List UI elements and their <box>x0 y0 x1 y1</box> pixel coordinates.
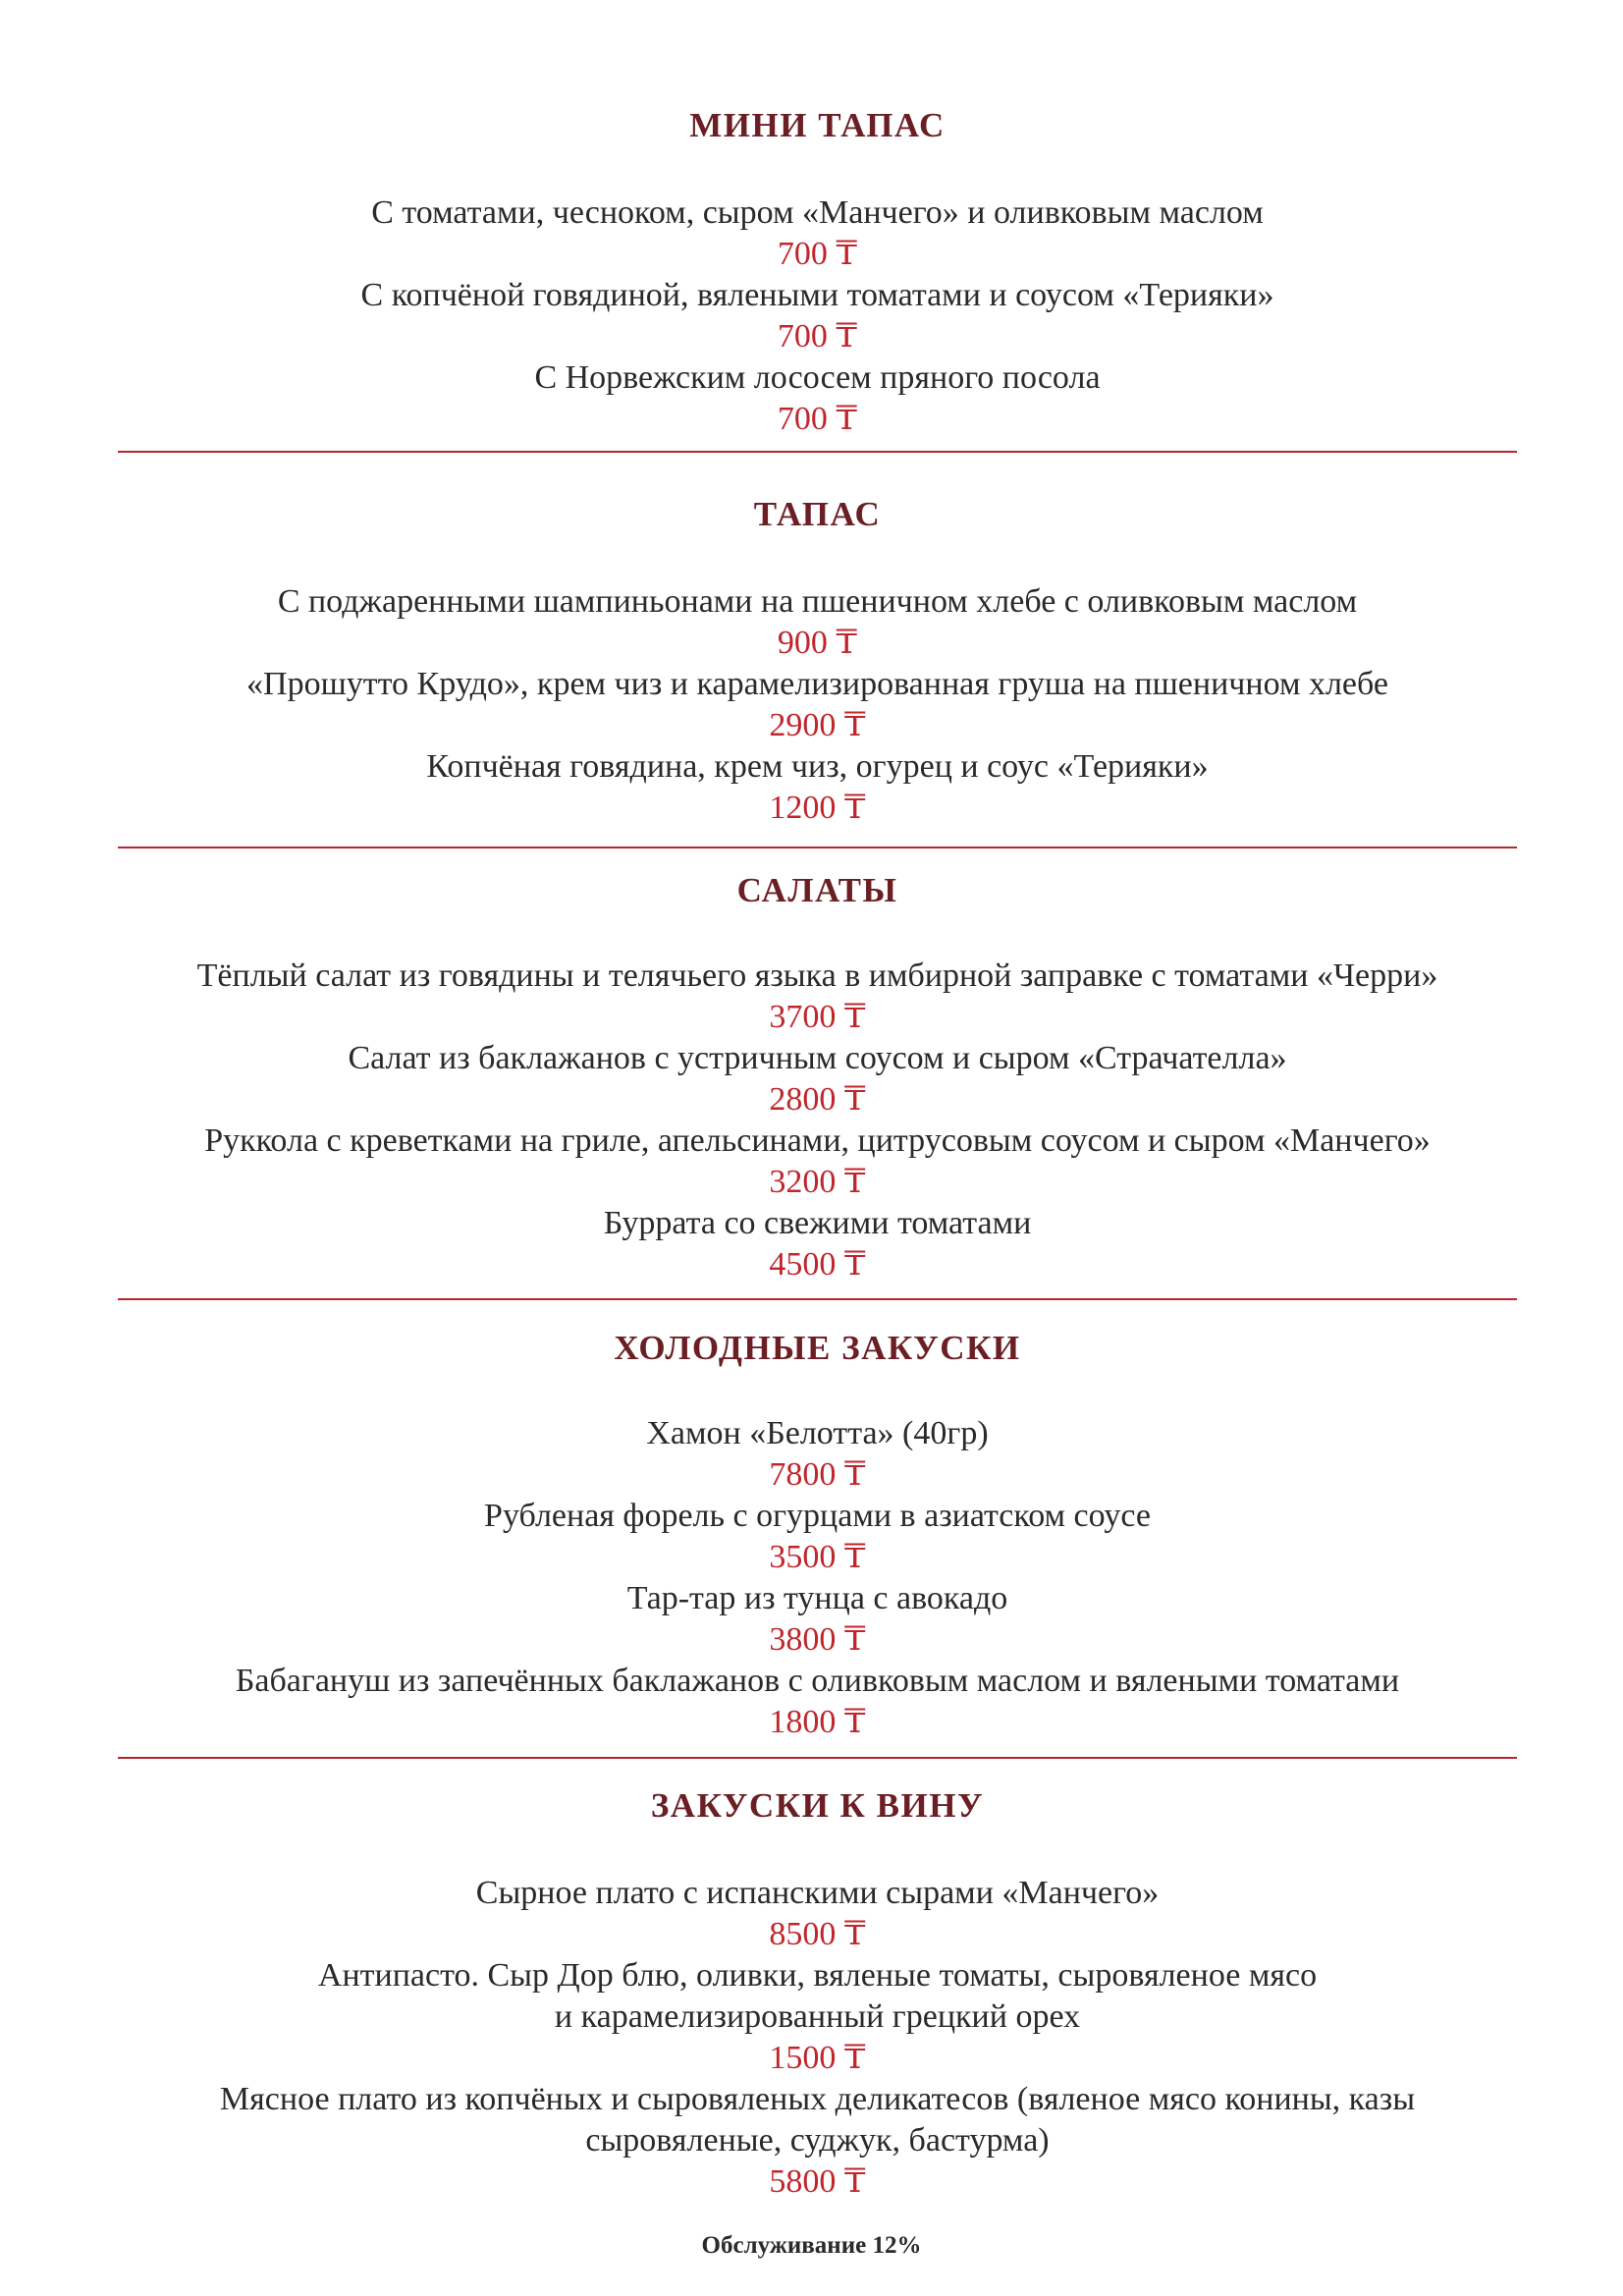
item-name: С поджаренными шампиньонами на пшеничном хлебе с оливковым маслом <box>277 583 1358 620</box>
item-name: «Прошутто Крудо», крем чиз и карамелизированная груша на пшеничном хлебе <box>246 666 1388 702</box>
item-price: 3200 ₸ <box>769 1164 866 1200</box>
item-name: Тёплый салат из говядины и телячьего языка в имбирной заправке с томатами «Черри» <box>196 957 1438 994</box>
item-name: С Норвежским лососем пряного посола <box>534 359 1101 396</box>
section-title: МИНИ ТАПАС <box>689 106 946 144</box>
item-list <box>118 581 1517 829</box>
item-name: Хамон «Белотта» (40гр) <box>646 1415 989 1451</box>
item-name: Копчёная говядина, крем чиз, огурец и соус «Терияки» <box>426 748 1209 785</box>
item-name: Тар-тар из тунца с авокадо <box>626 1580 1008 1616</box>
section-divider <box>118 847 1517 848</box>
item-price: 700 ₸ <box>777 401 858 437</box>
item-name: Бабагануш из запечённых баклажанов с оливковым маслом и вялеными томатами <box>235 1663 1400 1699</box>
item-price: 5800 ₸ <box>769 2163 866 2200</box>
item-price: 3800 ₸ <box>769 1621 866 1658</box>
item-price: 4500 ₸ <box>769 1246 866 1283</box>
section-divider <box>118 1757 1517 1759</box>
item-price: 3700 ₸ <box>769 999 866 1035</box>
item-list <box>118 1873 1517 2203</box>
item-name-line: сыровяленые, суджук, бастурма) <box>585 2122 1050 2159</box>
section-divider <box>118 451 1517 453</box>
item-name: Буррата со свежими томатами <box>603 1205 1032 1241</box>
item-price: 900 ₸ <box>777 625 858 661</box>
section-divider <box>118 1298 1517 1300</box>
section-title: ЗАКУСКИ К ВИНУ <box>650 1786 985 1825</box>
item-price: 7800 ₸ <box>769 1456 866 1493</box>
item-price: 8500 ₸ <box>769 1916 866 1952</box>
item-price: 700 ₸ <box>777 236 858 272</box>
item-list <box>118 192 1517 440</box>
item-price: 1800 ₸ <box>769 1704 866 1740</box>
item-name: Рубленая форель с огурцами в азиатском соусе <box>484 1498 1151 1534</box>
item-list <box>118 1413 1517 1743</box>
item-name-line: Антипасто. Сыр Дор блю, оливки, вяленые томаты, сыровяленое мясо <box>317 1957 1318 1994</box>
item-price: 2900 ₸ <box>769 707 866 743</box>
item-name-line: и карамелизированный грецкий орех <box>554 1998 1081 2035</box>
item-name: Салат из баклажанов с устричным соусом и сыром «Страчателла» <box>348 1040 1287 1076</box>
item-price: 1200 ₸ <box>769 790 866 826</box>
service-charge-note: Обслуживание 12% <box>701 2232 922 2259</box>
section-salads <box>118 871 1517 1285</box>
section-tapas <box>118 495 1517 829</box>
item-name: Сырное плато с испанскими сырами «Манчего» <box>475 1875 1160 1911</box>
section-mini-tapas <box>118 106 1517 440</box>
section-wine-snacks <box>118 1786 1517 2203</box>
item-name: Руккола с креветками на гриле, апельсинами, цитрусовым соусом и сыром «Манчего» <box>204 1122 1431 1159</box>
item-price: 3500 ₸ <box>769 1539 866 1575</box>
item-price: 2800 ₸ <box>769 1081 866 1118</box>
section-title: ТАПАС <box>753 495 882 533</box>
item-name: С томатами, чесноком, сыром «Манчего» и оливковым маслом <box>371 194 1264 231</box>
item-name: С копчёной говядиной, вялеными томатами и соусом «Терияки» <box>360 277 1274 313</box>
item-price: 700 ₸ <box>777 318 858 355</box>
item-list <box>118 956 1517 1285</box>
section-title: ХОЛОДНЫЕ ЗАКУСКИ <box>614 1329 1021 1367</box>
item-name-line: Мясное плато из копчёных и сыровяленых деликатесов (вяленое мясо конины, казы <box>219 2081 1416 2117</box>
section-cold-appetizers <box>118 1329 1517 1743</box>
item-price: 1500 ₸ <box>769 2040 866 2076</box>
section-title: САЛАТЫ <box>736 871 898 909</box>
